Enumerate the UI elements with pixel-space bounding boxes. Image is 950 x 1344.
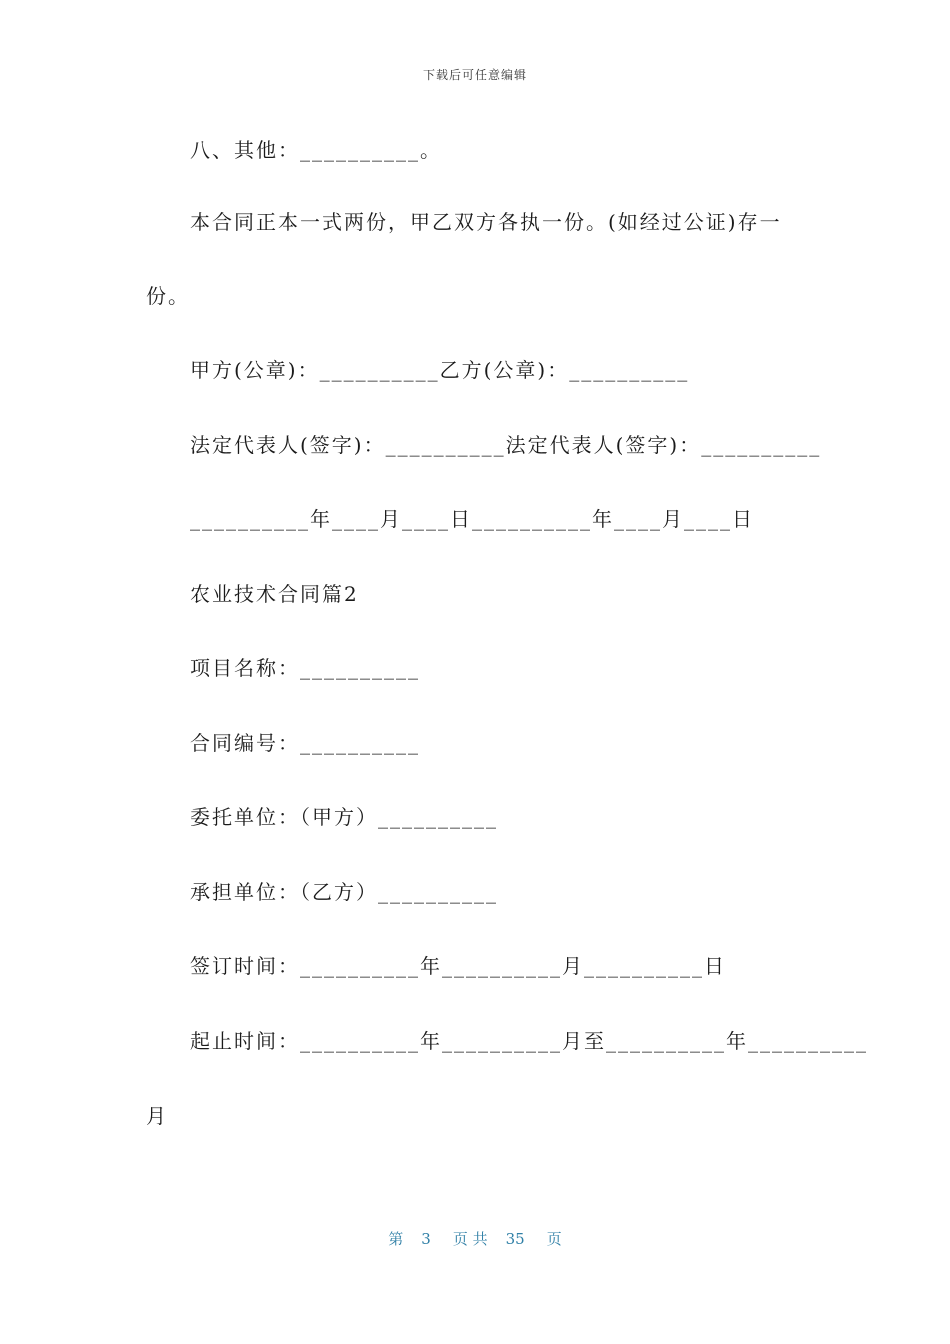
page-footer <box>0 1228 950 1249</box>
party-seal-line: 甲方(公章)：__________乙方(公章)：__________ <box>190 358 690 382</box>
entrusting-party-line: 委托单位：（甲方）__________ <box>190 805 498 829</box>
section-title: 农业技术合同篇2 <box>190 582 359 606</box>
period-line: 起止时间：__________年__________月至__________年__________ <box>190 1029 868 1053</box>
footer-current-page: 3 <box>421 1230 431 1248</box>
copies-statement-continued: 份。 <box>146 284 190 308</box>
footer-total-pages: 35 <box>505 1230 525 1248</box>
footer-middle: 页 共 <box>452 1230 488 1248</box>
clause-other: 八、其他：__________。 <box>190 138 442 162</box>
footer-suffix: 页 <box>546 1230 562 1248</box>
footer-prefix: 第 <box>388 1230 404 1248</box>
project-name-line: 项目名称：__________ <box>190 656 420 680</box>
copies-statement: 本合同正本一式两份，甲乙双方各执一份。(如经过公证)存一 <box>190 210 782 234</box>
signing-date-line: __________年____月____日__________年____月____日 <box>190 507 754 531</box>
page-header-note: 下载后可任意编辑 <box>422 68 527 82</box>
contract-number-line: 合同编号：__________ <box>190 731 420 755</box>
period-line-continued: 月 <box>146 1104 168 1128</box>
legal-representative-line: 法定代表人(签字)：__________法定代表人(签字)：__________ <box>190 433 822 457</box>
undertaking-party-line: 承担单位：（乙方）__________ <box>190 880 498 904</box>
signing-time-line: 签订时间：__________年__________月__________日 <box>190 954 726 978</box>
